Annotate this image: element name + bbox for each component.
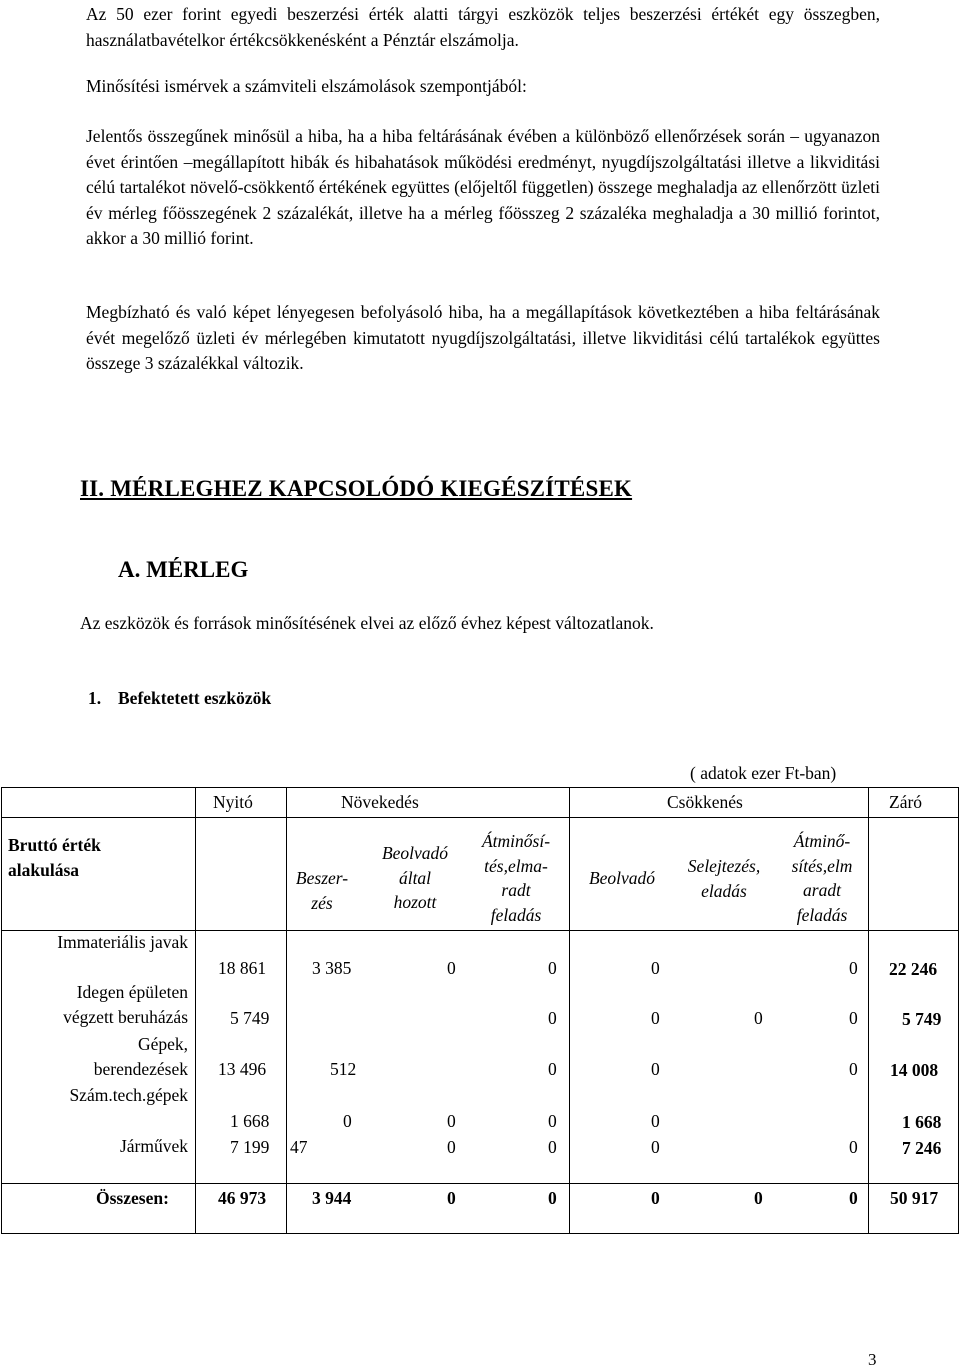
cell-beolvado: 0 bbox=[548, 958, 557, 978]
total-label: Összesen: bbox=[96, 1188, 169, 1208]
subheader-atminosites-novekedes: Átminősí- tés,elma- radt feladás bbox=[481, 831, 551, 925]
row-label: berendezések bbox=[93, 1059, 188, 1079]
total-beszerzes: 3 944 bbox=[312, 1188, 352, 1208]
cell-atminosites-n: 0 bbox=[447, 958, 456, 978]
row-label: végzett beruházás bbox=[63, 1007, 188, 1027]
cell-atminosites-n: 0 bbox=[548, 1059, 557, 1079]
cell-zaro: 22 246 bbox=[889, 959, 938, 979]
cell-selejtezes: 0 bbox=[651, 1137, 660, 1157]
table-rule bbox=[1, 787, 2, 1234]
row-label: Gépek, bbox=[137, 1034, 188, 1054]
cell-beolvado: 0 bbox=[548, 1137, 557, 1157]
cell-zaro: 5 749 bbox=[902, 1009, 942, 1029]
cell-atminosites-c: 0 bbox=[849, 1008, 858, 1028]
cell-beolvado: 0 bbox=[651, 1111, 660, 1131]
cell-nyito: 7 199 bbox=[230, 1137, 270, 1157]
table-rule bbox=[1, 1183, 959, 1184]
cell-nyito: 13 496 bbox=[218, 1059, 267, 1079]
table-rule bbox=[569, 787, 570, 1234]
cell-beolvado: 0 bbox=[651, 1059, 660, 1079]
header-nyito: Nyitó bbox=[213, 792, 253, 812]
header-zaro: Záró bbox=[889, 792, 923, 812]
paragraph-material-error: Megbízható és való képet lényegesen befolyásoló hiba, ha a megállapítások következtében a hiba feltárásának évét megelőző üzleti év mérlegében kimutatott nyugdíjszolgáltatási, illetve likviditási célú tartalékok együttes összege 3 százalékkal változik. bbox=[86, 302, 880, 373]
total-beolvado-altal: 0 bbox=[447, 1188, 456, 1208]
total-nyito: 46 973 bbox=[218, 1188, 267, 1208]
cell-selejtezes: 0 bbox=[754, 1008, 763, 1028]
cell-atminosites-c: 0 bbox=[849, 1059, 858, 1079]
subsection-title: Befektetett eszközök bbox=[118, 688, 272, 708]
row-label: Immateriális javak bbox=[57, 932, 188, 952]
row-title-line2: alakulása bbox=[8, 860, 79, 880]
table-rule bbox=[286, 787, 287, 1234]
intro-text: Az eszközök és források minősítésének elvei az előző évhez képest változatlanok. bbox=[80, 613, 654, 633]
cell-beszerzes: 3 385 bbox=[312, 958, 352, 978]
table-rule bbox=[1, 787, 959, 788]
header-novekedes: Növekedés bbox=[341, 792, 419, 812]
row-title-line1: Bruttó érték bbox=[8, 835, 101, 855]
unit-note: ( adatok ezer Ft-ban) bbox=[690, 763, 837, 783]
subheader-beszerzes: Beszer- zés bbox=[295, 868, 349, 913]
cell-beolvado: 0 bbox=[651, 1008, 660, 1028]
section-heading-main: II. MÉRLEGHEZ KAPCSOLÓDÓ KIEGÉSZÍTÉSEK bbox=[80, 476, 633, 501]
cell-beszerzes: 0 bbox=[343, 1111, 352, 1131]
cell-nyito: 18 861 bbox=[218, 958, 267, 978]
cell-beszerzes: 512 bbox=[330, 1059, 357, 1079]
cell-nyito: 1 668 bbox=[230, 1111, 270, 1131]
row-label: Idegen épületen bbox=[76, 982, 188, 1002]
cell-atminosites-c: 0 bbox=[849, 1137, 858, 1157]
subheader-beolvado: Beolvadó bbox=[588, 868, 656, 888]
table-rule bbox=[1, 817, 959, 818]
total-atminosites-c: 0 bbox=[849, 1188, 858, 1208]
cell-zaro: 7 246 bbox=[902, 1138, 942, 1158]
row-label: Járművek bbox=[119, 1136, 188, 1156]
cell-atminosites-n: 0 bbox=[548, 1111, 557, 1131]
total-atminosites-n: 0 bbox=[548, 1188, 557, 1208]
cell-beolvado-altal: 0 bbox=[447, 1111, 456, 1131]
header-csokkenes: Csökkenés bbox=[667, 792, 743, 812]
cell-nyito: 5 749 bbox=[230, 1008, 270, 1028]
subheader-atminosites-csokkenes: Átminő- sítés,elm aradt feladás bbox=[791, 831, 853, 925]
subsection-number: 1. bbox=[88, 688, 102, 708]
page-number: 3 bbox=[868, 1350, 877, 1369]
subheader-beolvado-altal: Beolvadó által hozott bbox=[381, 843, 449, 912]
cell-atminosites-c: 0 bbox=[849, 958, 858, 978]
cell-atminosites-n: 0 bbox=[447, 1137, 456, 1157]
cell-zaro: 14 008 bbox=[890, 1060, 939, 1080]
cell-atminosites-n: 0 bbox=[548, 1008, 557, 1028]
subheader-selejtezes: Selejtezés, eladás bbox=[687, 856, 761, 901]
table-rule bbox=[1, 1233, 959, 1234]
table-rule bbox=[195, 787, 196, 1234]
table-rule bbox=[958, 787, 959, 1234]
cell-selejtezes: 0 bbox=[651, 958, 660, 978]
total-beolvado: 0 bbox=[651, 1188, 660, 1208]
cell-zaro: 1 668 bbox=[902, 1112, 942, 1132]
total-selejtezes: 0 bbox=[754, 1188, 763, 1208]
paragraph-significant-error: Jelentős összegűnek minősül a hiba, ha a hiba feltárásának évében a különböző ellenőrzések során – ugyanazon évet érintően –megállapított hibák és hibahatások működési eredményt, nyugdíjszolgáltatási illetve a likviditási célú tartalékot növelő-csökkentő értékének együttes (előjeltől független) összege meghaladja az ellenőrzött üzleti év mérleg főösszegének 2 százalékát, illetve ha a mérleg főösszeg 2 százaléka meghaladja a 30 millió forintot, akkor a 30 millió forint. bbox=[86, 126, 880, 248]
section-heading-balance: A. MÉRLEG bbox=[118, 557, 249, 582]
row-label: Szám.tech.gépek bbox=[69, 1085, 188, 1105]
cell-beszerzes: 47 bbox=[290, 1137, 308, 1157]
total-zaro: 50 917 bbox=[890, 1188, 939, 1208]
paragraph-criteria-heading: Minősítési ismérvek a számviteli elszámolások szempontjából: bbox=[86, 76, 527, 96]
paragraph-low-value-assets: Az 50 ezer forint egyedi beszerzési érték alatti tárgyi eszközök teljes beszerzési értékét egy összegben, használatbavételkor értékcsökkenésként a Pénztár elszámolja. bbox=[86, 4, 880, 50]
